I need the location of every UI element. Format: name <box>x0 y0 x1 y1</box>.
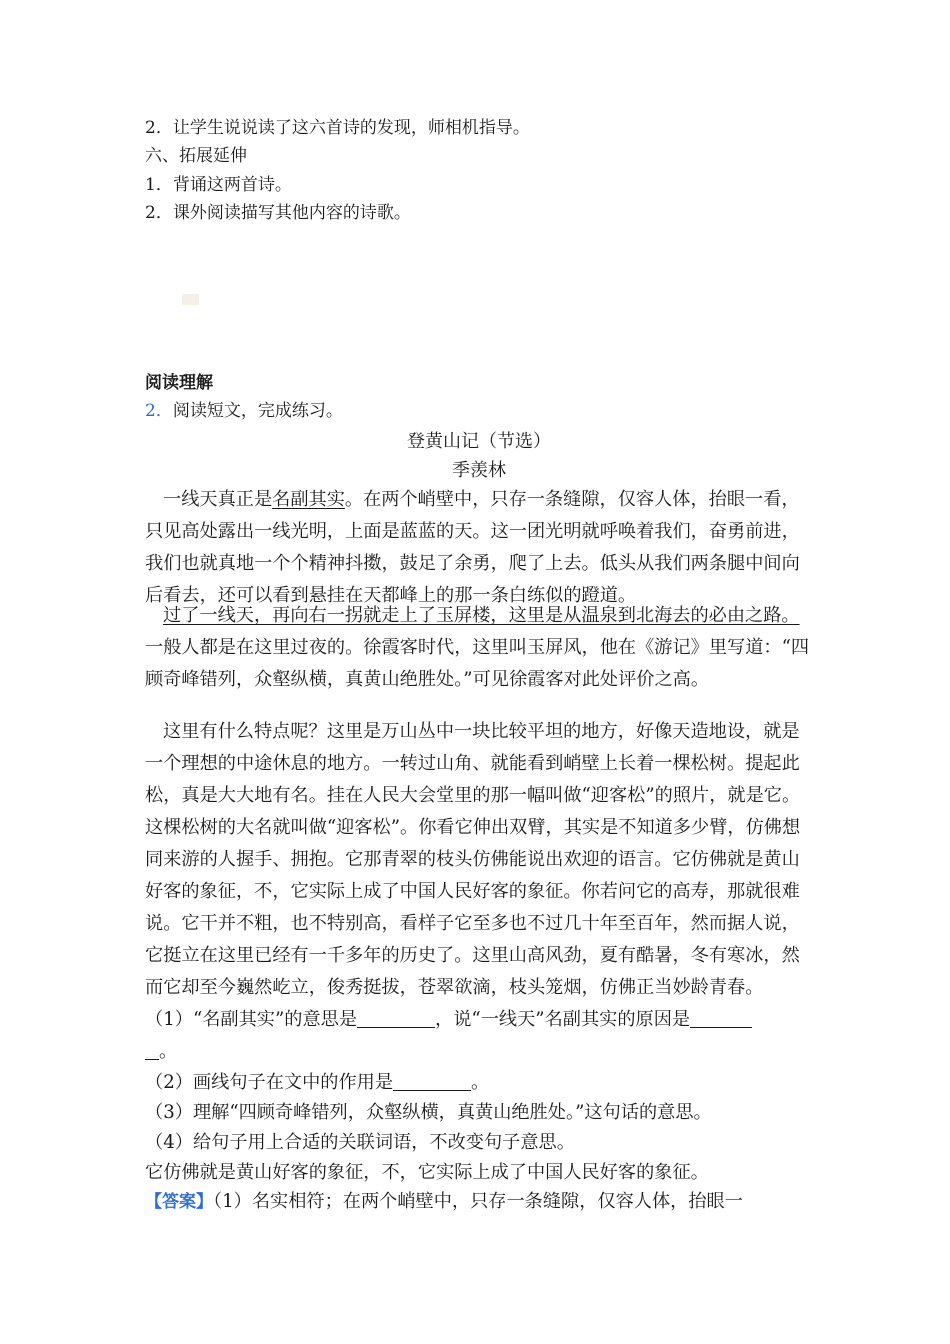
q2-part-a: （2）画线句子在文中的作用是 <box>145 1072 394 1093</box>
article-paragraph-2 <box>145 600 813 696</box>
page-marker <box>182 294 199 305</box>
top-line-3: 1．背诵这两首诗。 <box>145 175 292 195</box>
top-line-4: 2．课外阅读描写其他内容的诗歌。 <box>145 203 411 223</box>
question-text: 阅读短文，完成练习。 <box>172 401 343 421</box>
q2-part-b: 。 <box>471 1072 490 1093</box>
question-2 <box>145 1067 813 1099</box>
q1-blank-2b[interactable] <box>145 1041 159 1060</box>
question-3: （3）理解“四顾奇峰错列，众壑纵横，真黄山绝胜处。”这句话的意思。 <box>145 1102 712 1123</box>
p3-text: 这里有什么特点呢？这里是万山丛中一块比较平坦的地方，好像天造地设，就是一个理想的中途休息的地方。一转过山角、就能看到峭壁上长着一棵松树。提起此松，真是大大地有名。挂在人民大会堂里的那一幅叫做“迎客松”的照片，就是它。这棵松树的大名就叫做“迎客松”。你看它伸出双臂，其实是不知道多少臂，仿佛想同来游的人握手、拥抱。它那青翠的枝头仿佛能说出欢迎的语言。它仿佛就是黄山好客的象征，不，它实际上成了中国人民好客的象征。你若问它的高寿，那就很难说。它干并不粗，也不特别高，看样子它至多也不过几十年至百年，然而据人说，它挺立在这里已经有一千多年的历史了。这里山高风劲，夏有酷暑，冬有寒冰，然而它却至今巍然屹立，俊秀挺拔，苍翠欲滴，枝头笼烟，仿佛正当妙龄青春。 <box>145 721 801 998</box>
p1-rest: 。在两个峭壁中，只存一条缝隙，仅容人体，抬眼一看，只见高处露出一线光明，上面是蓝蓝的天。这一团光明就呼唤着我们，奋勇前进，我们也就真地一个个精神抖擞，鼓足了余勇，爬了上去。低头从我们两条腿中间向后看去，还可以看到悬挂在天都峰上的那一条白练似的蹬道。 <box>145 489 800 606</box>
q1-blank-1[interactable] <box>357 1009 435 1028</box>
p2-rest: 一般人都是在这里过夜的。徐霞客时代，这里叫玉屏风，他在《游记》里写道：“四顾奇峰错列，众壑纵横，真黄山绝胜处。”可见徐霞客对此处评价之高。 <box>145 637 810 690</box>
q1-part-a: （1）“名副其实”的意思是 <box>145 1009 358 1030</box>
article-paragraph-3 <box>145 716 813 1004</box>
question-4: （4）给句子用上合适的关联词语，不改变句子意思。 <box>145 1132 575 1153</box>
answer-text: （1）名实相符；在两个峭壁中，只存一条缝隙，仅容人体，抬眼一 <box>213 1191 743 1212</box>
q1-part-b: ，说“一线天”名副其实的原因是 <box>435 1009 691 1030</box>
top-line-1: 2．让学生说说读了这六首诗的发现，师相机指导。 <box>145 118 530 138</box>
question-number: 2． <box>145 401 173 421</box>
q1-blank-2a[interactable] <box>690 1009 752 1028</box>
article-title: 登黄山记（节选） <box>407 431 551 452</box>
answer-label: 【答案】 <box>145 1192 213 1212</box>
article-paragraph-1 <box>145 484 813 612</box>
top-line-2: 六、拓展延伸 <box>145 146 247 166</box>
p1-start: 一线天真正是 <box>163 489 273 510</box>
p1-underlined-phrase: 名副其实 <box>272 489 345 510</box>
answer-line <box>145 1186 813 1218</box>
section-title: 阅读理解 <box>145 373 213 393</box>
question-4-sentence: 它仿佛就是黄山好客的象征，不，它实际上成了中国人民好客的象征。 <box>145 1162 709 1183</box>
question-heading <box>145 399 343 423</box>
article-author: 季羡林 <box>452 460 506 481</box>
q2-blank[interactable] <box>393 1072 471 1091</box>
question-1 <box>145 1004 813 1068</box>
q1-part-c: 。 <box>159 1041 178 1062</box>
p2-underlined-sentence: 过了一线天，再向右一拐就走上了玉屏楼，这里是从温泉到北海去的必由之路。 <box>163 605 800 626</box>
